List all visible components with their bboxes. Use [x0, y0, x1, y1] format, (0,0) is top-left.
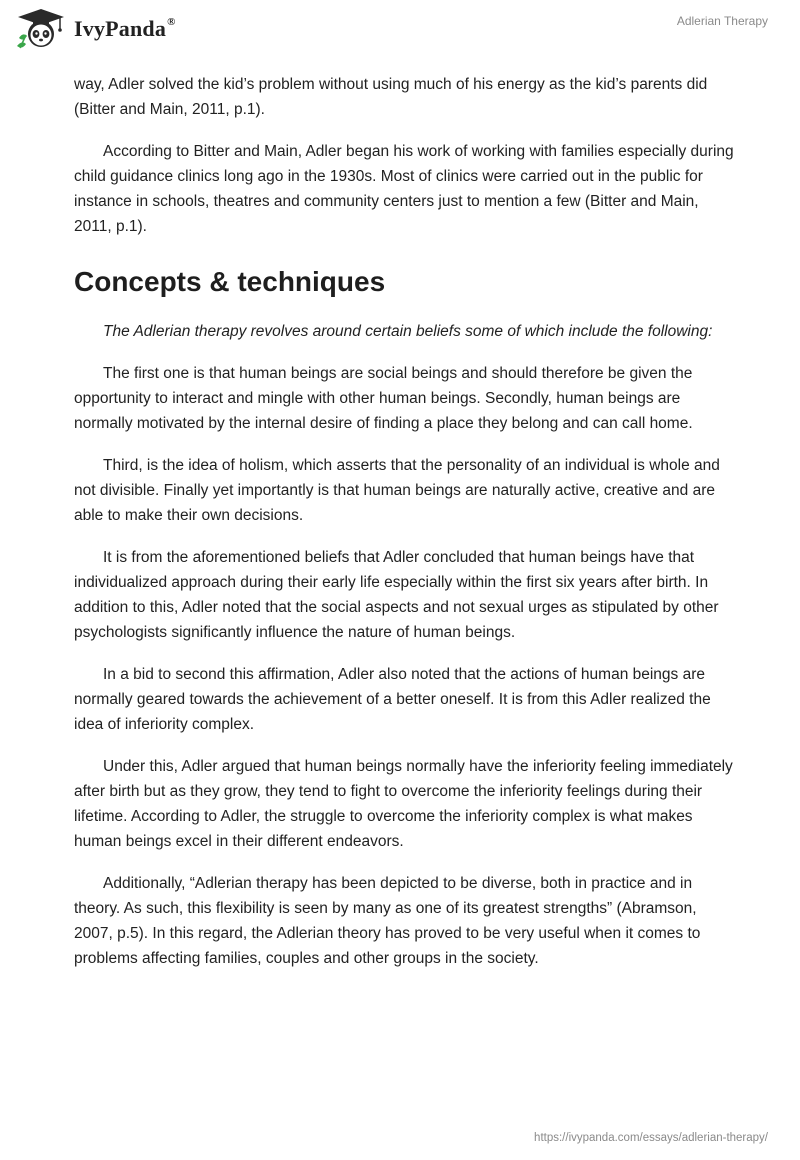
- paragraph: Under this, Adler argued that human beings normally have the inferiority feeling immediately after birth but as they grow, they tend to fight to overcome the inferiority feelings during their lifetime. According to Adler, the struggle to overcome the inferiority complex is what makes human beings excel in their different endeavors.: [74, 758, 733, 850]
- source-url[interactable]: https://ivypanda.com/essays/adlerian-therapy/: [534, 1132, 768, 1144]
- paragraph: In a bid to second this affirmation, Adler also noted that the actions of human beings are normally geared towards the achievement of a better oneself. It is from this Adler realized the idea of inferiority complex.: [74, 666, 711, 733]
- paragraph: It is from the aforementioned beliefs that Adler concluded that human beings have that individualized approach during their early life especially within the first six years after birth. In addition to this, Adler noted that the social aspects and not sexual urges as stipulated by other psychologists significantly influence the nature of human beings.: [74, 549, 719, 641]
- section-heading: Concepts & techniques: [74, 266, 386, 297]
- essay-body: [74, 72, 734, 988]
- registered-mark: ®: [167, 15, 176, 28]
- panda-graduate-icon: [14, 8, 68, 50]
- paragraph: The first one is that human beings are social beings and should therefore be given the opportunity to interact and mingle with other human beings. Secondly, human beings are normally motivated by the internal desire of finding a place they belong and can call home.: [74, 365, 693, 432]
- paragraph: way, Adler solved the kid’s problem without using much of his energy as the kid’s parents did (Bitter and Main, 2011, p.1).: [74, 76, 708, 118]
- ivypanda-logo[interactable]: [14, 8, 176, 50]
- brand-name: [74, 16, 176, 42]
- intro-paragraph: The Adlerian therapy revolves around certain beliefs some of which include the following:: [103, 323, 713, 340]
- paragraph: Additionally, “Adlerian therapy has been depicted to be diverse, both in practice and in theory. As such, this flexibility is seen by many as one of its greatest strengths” (Abramson, 2007, p.5). In this regard, the Adlerian theory has proved to be very useful when it comes to problems affecting families, couples and other groups in the society.: [74, 875, 701, 967]
- brand-text: IvyPanda: [74, 16, 167, 41]
- paragraph: Third, is the idea of holism, which asserts that the personality of an individual is whole and not divisible. Finally yet importantly is that human beings are naturally active, creative and are able to make their own decisions.: [74, 457, 720, 524]
- page-header: [0, 0, 800, 70]
- document-title: Adlerian Therapy: [676, 14, 768, 28]
- paragraph: According to Bitter and Main, Adler began his work of working with families especially during child guidance clinics long ago in the 1930s. Most of clinics were carried out in the public for instance in schools, theatres and community centers just to mention a few (Bitter and Main, 2011, p.1).: [74, 143, 734, 235]
